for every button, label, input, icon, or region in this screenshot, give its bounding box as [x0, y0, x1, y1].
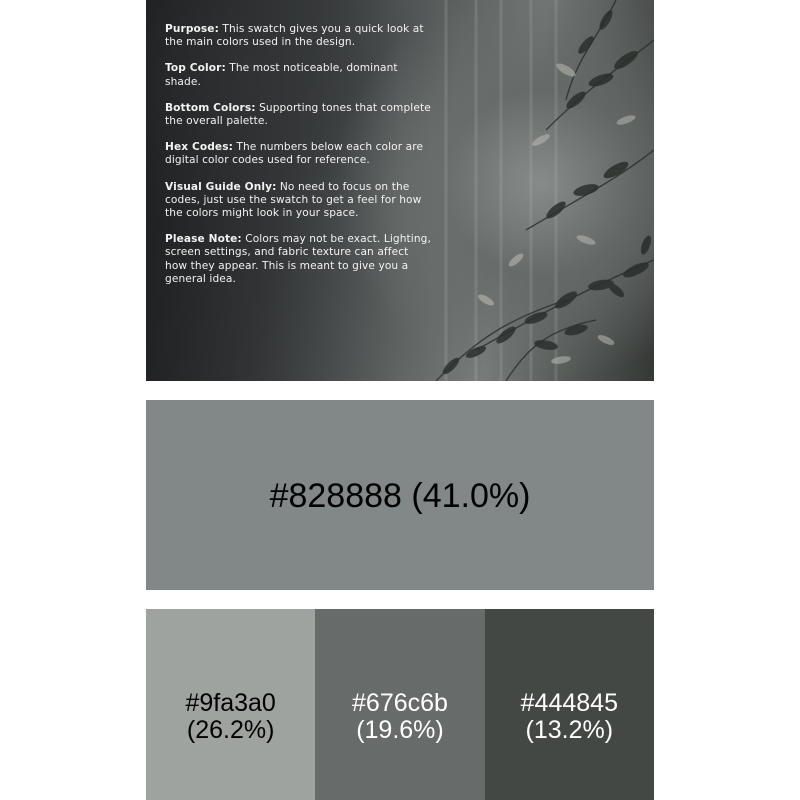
info-body: The most noticeable, dominant shade.: [165, 62, 398, 88]
swatch-info-text: [165, 23, 433, 299]
info-heading: Top Color:: [165, 62, 226, 75]
supporting-color-swatch-2: [315, 609, 484, 800]
supporting-color-swatch-1: [146, 609, 315, 800]
info-paragraph-visual-guide: [165, 181, 433, 221]
color-percentage: (13.2%): [525, 715, 614, 744]
info-body: The numbers below each color are digital color codes used for reference.: [165, 141, 424, 167]
dominant-color-label: #828888 (41.0%): [269, 476, 531, 515]
info-heading: Purpose:: [165, 23, 219, 35]
supporting-color-swatch-3: [485, 609, 654, 800]
info-paragraph-purpose: [165, 23, 433, 49]
info-body: Supporting tones that complete the overall palette.: [165, 101, 431, 128]
info-paragraph-hex-codes: [165, 141, 433, 167]
supporting-colors-row: [146, 609, 654, 800]
info-body: This swatch gives you a quick look at the main colors used in the design.: [165, 23, 424, 49]
pattern-preview-image: [146, 0, 654, 381]
info-heading: Please Note:: [165, 233, 242, 246]
info-body: Colors may not be exact. Lighting, screen settings, and fabric texture can affect how they appear. This is meant to give you a general idea.: [165, 233, 431, 285]
info-heading: Bottom Colors:: [165, 101, 256, 114]
dominant-color-swatch: [146, 400, 654, 590]
color-hex-code: #676c6b: [352, 688, 448, 717]
info-heading: Hex Codes:: [165, 141, 233, 154]
info-paragraph-please-note: [165, 233, 433, 286]
info-body: No need to focus on the codes, just use the swatch to get a feel for how the colors might look in your space.: [165, 180, 422, 220]
color-percentage: (19.6%): [356, 715, 444, 744]
info-heading: Visual Guide Only:: [165, 180, 277, 193]
color-percentage: (26.2%): [186, 715, 275, 744]
color-hex-code: #9fa3a0: [185, 688, 276, 717]
color-hex-code: #444845: [520, 688, 618, 717]
info-paragraph-bottom-colors: [165, 102, 433, 128]
info-paragraph-top-color: [165, 62, 433, 88]
